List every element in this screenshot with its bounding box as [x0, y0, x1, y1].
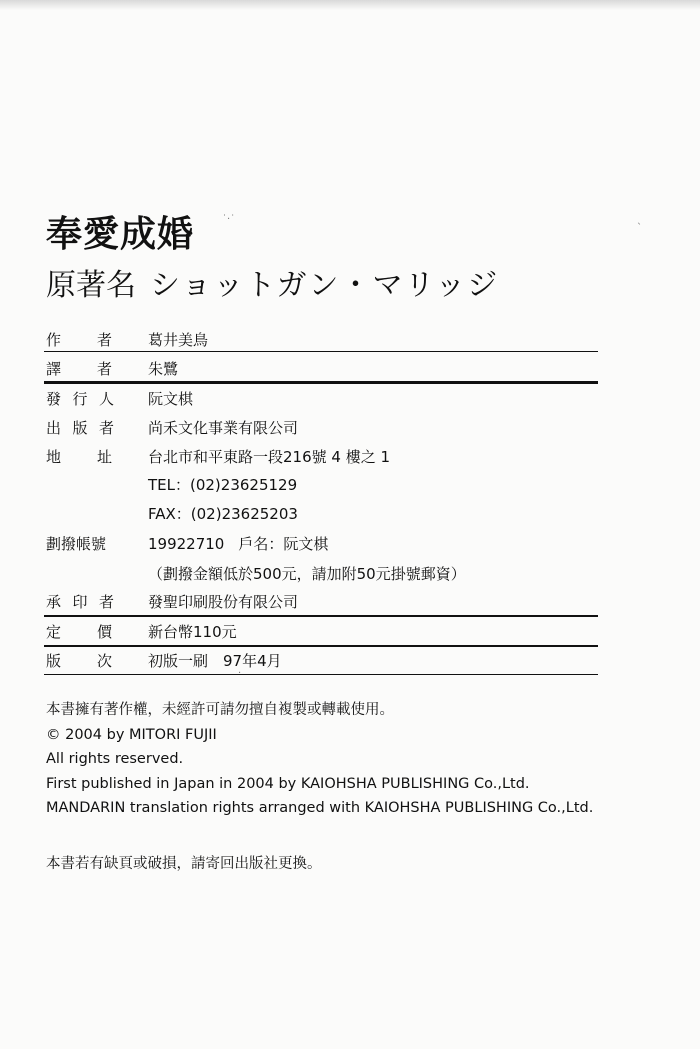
original-title	[46, 260, 499, 304]
credit-publisher-person-label: 發 行 人	[46, 390, 114, 408]
credit-translator	[46, 358, 178, 379]
credit-edition	[46, 650, 282, 671]
credit-publisher-value: 尚禾文化事業有限公司	[148, 419, 299, 437]
credit-price-label: 定 價	[46, 623, 112, 641]
original-title-label: 原著名	[46, 268, 136, 303]
scan-speck: ˎ	[637, 214, 642, 225]
scan-speck: ˙·˙	[222, 214, 236, 225]
credit-publisher-person	[46, 388, 193, 409]
scan-edge-shadow	[0, 0, 700, 10]
credit-printer-label: 承 印 者	[46, 593, 114, 611]
credit-account	[46, 533, 328, 554]
copyright-line: All rights reserved.	[46, 751, 184, 767]
credit-printer-value: 發聖印刷股份有限公司	[148, 593, 299, 611]
credit-translator-label: 譯 者	[46, 360, 112, 378]
credit-author	[46, 329, 208, 350]
scan-speck: ·	[238, 668, 242, 679]
credit-account-number: 19922710	[148, 535, 225, 553]
credit-account-label: 劃撥帳號	[46, 535, 107, 553]
credit-publisher-label: 出 版 者	[46, 419, 114, 437]
copyright-line: MANDARIN translation rights arranged with KAIOHSHA PUBLISHING Co.,Ltd.	[46, 800, 594, 816]
copyright-notice: 本書擁有著作權，未經許可請勿擅自複製或轉載使用。	[46, 702, 394, 718]
credit-account-note: （劃撥金額低於500元，請加附50元掛號郵資）	[148, 565, 466, 583]
book-title: 奉愛成婚	[46, 214, 195, 255]
credit-edition-value: 初版一刷 97年4月	[148, 652, 282, 670]
credit-account-name: 戶名：阮文棋	[238, 535, 329, 553]
credit-address	[46, 446, 390, 467]
copyright-line: First published in Japan in 2004 by KAIOHSHA PUBLISHING Co.,Ltd.	[46, 776, 530, 792]
credit-publisher-person-value: 阮文棋	[148, 390, 194, 408]
credit-tel: TEL：(02)23625129	[148, 476, 298, 494]
credit-translator-value: 朱鷺	[148, 360, 179, 378]
rule-thick	[44, 381, 598, 384]
original-title-value: ショットガン・マリッジ	[150, 268, 500, 303]
rule-thin	[44, 674, 598, 675]
credit-author-label: 作 者	[46, 331, 112, 349]
rule-medium	[44, 645, 598, 647]
credit-printer	[46, 591, 298, 612]
credit-address-value: 台北市和平東路一段216號 4 樓之 1	[148, 448, 391, 466]
credit-fax: FAX：(02)23625203	[148, 505, 298, 523]
credit-price	[46, 621, 237, 642]
credit-edition-label: 版 次	[46, 652, 112, 670]
replacement-notice: 本書若有缺頁或破損，請寄回出版社更換。	[46, 856, 322, 872]
credit-price-value: 新台幣110元	[148, 623, 237, 641]
credit-author-value: 葛井美鳥	[148, 331, 209, 349]
rule-medium	[44, 615, 598, 617]
rule-thin	[44, 351, 598, 352]
credit-address-label: 地 址	[46, 448, 112, 466]
copyright-line: © 2004 by MITORI FUJII	[46, 727, 217, 743]
credit-publisher	[46, 417, 298, 438]
